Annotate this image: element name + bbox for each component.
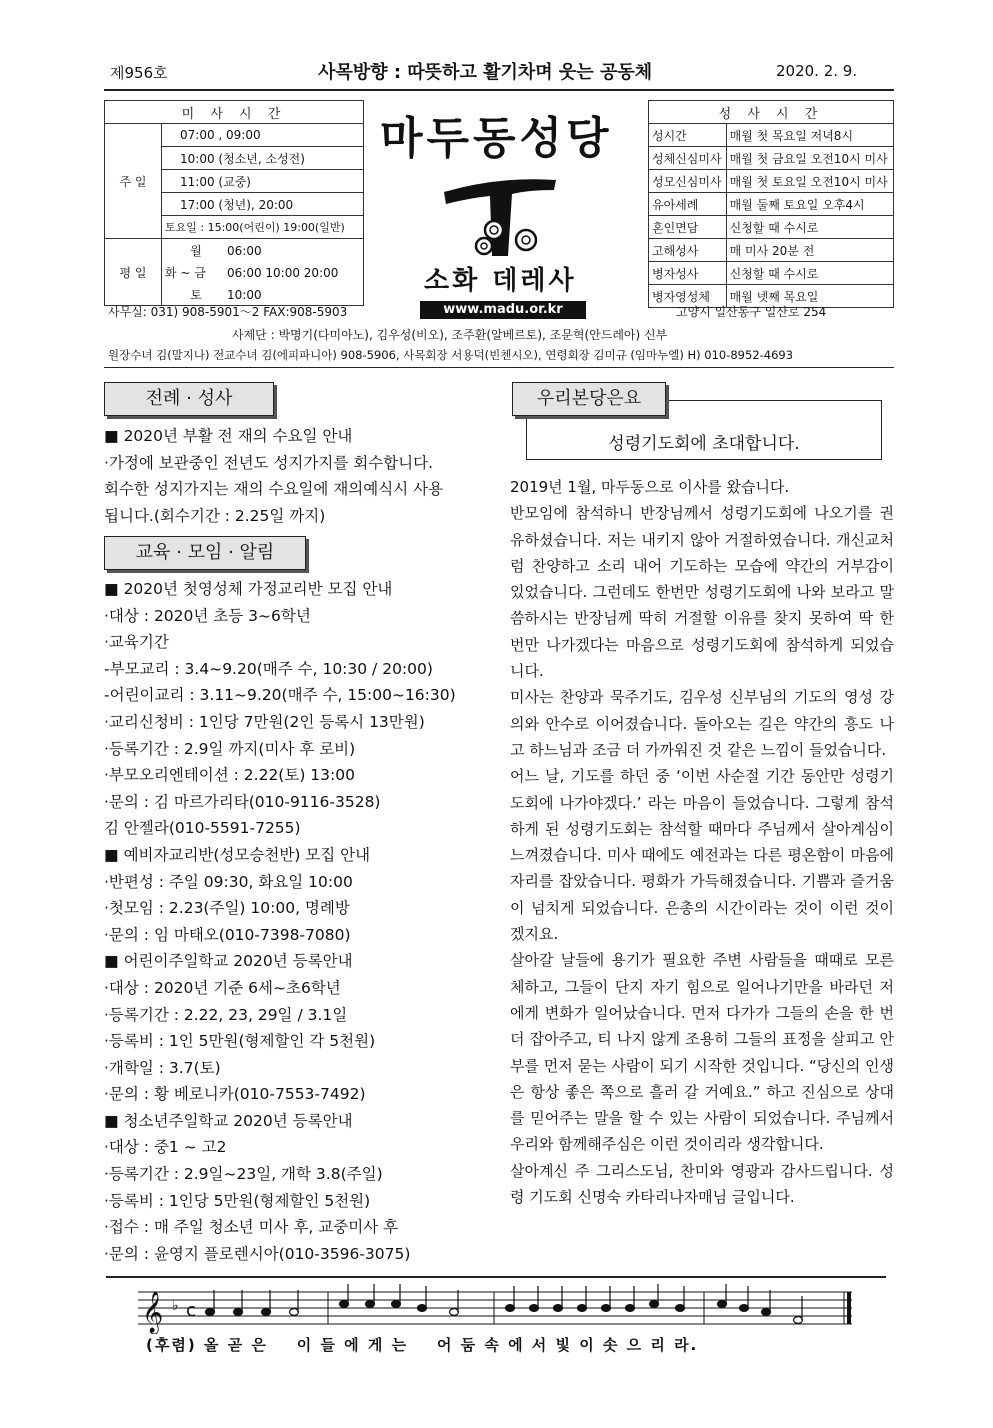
notice-line: ■ 청소년주일학교 2020년 등록안내 bbox=[104, 1111, 353, 1130]
patron-saint: 소화 데레사 bbox=[424, 266, 577, 296]
issue-number: 제956호 bbox=[110, 64, 168, 82]
sacrament-name: 유아세례 bbox=[649, 193, 727, 216]
contact-rule bbox=[104, 367, 894, 368]
article-paragraph: 살아갈 날들에 용기가 필요한 주변 사람들을 때때로 모른 체하고, 그들이 단지 자기 힘으로 일어나기만을 바라던 저에게 변화가 일어났습니다. 먼저 다가가 그들의 손을 한 번 더 잡아주고, 티 나지 않게 조용히 그들의 표정을 살피고 안부를 먼저 묻는 사람이 되기 시작한 것입니다. “당신의 인생은 항상 좋은 쪽으로 흘러 갈 거예요.” 하고 진심으로 상대를 믿어주는 말을 할 수 있는 사람이 되었습니다. 주님께서 우리와 함께해주심은 이런 것이리라 생각합니다. bbox=[510, 951, 894, 1154]
article-headline: 성령기도회에 초대합니다. bbox=[608, 434, 800, 454]
sacrament-name: 성시간 bbox=[649, 124, 727, 147]
article-paragraph: 반모임에 참석하니 반장님께서 성령기도회에 나오기를 권유하셨습니다. 저는 내키지 않아 거절하였습니다. 개신교처럼 찬양하고 소리 내어 기도하는 모습에 약간의 거부감이 있었습니다. 그런데도 한번만 성령기도회에 나와 보라고 말씀하시는 반장님께 딱히 거절할 이유를 찾지 못하여 딱 한번만 나가겠다는 마음으로 성령기도회에 참석하게 되었습니다. bbox=[510, 504, 894, 681]
article-paragraph: 미사는 찬양과 묵주기도, 김우성 신부님의 기도의 영성 강의와 안수로 이어졌습니다. 돌아오는 길은 약간의 흥도 나고 하느님과 조금 더 가까워진 것 같은 느낌이 들었습니다. bbox=[510, 688, 894, 759]
notice-line: ·부모오리엔테이션 : 2.22(토) 13:00 bbox=[104, 766, 355, 785]
weekday-label: 평 일 bbox=[105, 239, 162, 306]
notice-line: ·등록기간 : 2.22, 23, 29일 / 3.1일 bbox=[104, 1005, 348, 1024]
notice-line: ·첫모임 : 2.23(주일) 10:00, 명례방 bbox=[104, 899, 350, 918]
notice-line: ·가정에 보관중인 전년도 성지가지를 회수합니다. bbox=[104, 453, 434, 472]
article-body bbox=[510, 474, 894, 1210]
notice-line: 회수한 성지가지는 재의 수요일에 재의예식시 사용 bbox=[104, 480, 444, 499]
sacrament-time: 매월 둘째 토요일 오후4시 bbox=[726, 193, 893, 216]
sacrament-name: 고해성사 bbox=[649, 239, 727, 262]
refrain-lyrics: (후렴) 올 곧 은 이 들 에 게 는 어 둠 속 에 서 빛 이 솟 으 리 라. bbox=[146, 1336, 699, 1354]
office-phone: 사무실: 031) 908-5901～2 FAX:908-5903 bbox=[108, 305, 348, 319]
notice-line: ■ 2020년 첫영성체 가정교리반 모집 안내 bbox=[104, 580, 393, 598]
staff-line: 원장수녀 김(말지나) 전교수녀 김(에피파니아) 908-5906, 사목회장 서용덕(빈첸시오), 연령회장 김미규 (임마누엘) H) 010-8952-4693 bbox=[108, 348, 794, 362]
notice-line: ·문의 : 윤영지 플로렌시아(010-3596-3075) bbox=[104, 1244, 411, 1263]
svg-text:𝄞: 𝄞 bbox=[142, 1292, 164, 1333]
sunday-time: 10:00 (청소년, 소성전) bbox=[162, 147, 364, 170]
notice-line: ·대상 : 2020년 기준 6세~초6학년 bbox=[104, 978, 341, 997]
church-address: 고양시 일산동구 일산로 254 bbox=[676, 305, 827, 319]
notice-line: ■ 예비자교리반(성모승천반) 모집 안내 bbox=[104, 845, 371, 864]
sacrament-time: 매월 첫 토요일 오전10시 미사 bbox=[726, 170, 893, 193]
sacrament-name: 병자영성체 bbox=[649, 285, 727, 308]
notice-line: ·문의 : 황 베로니카(010-7553-7492) bbox=[104, 1085, 366, 1104]
sunday-label: 주 일 bbox=[105, 124, 162, 239]
sunday-time: 17:00 (청년), 20:00 bbox=[162, 193, 364, 216]
notice-line: ·등록기간 : 2.9일~23일, 개학 3.8(주일) bbox=[104, 1165, 383, 1184]
notice-line: 김 안젤라(010-5591-7255) bbox=[104, 819, 301, 838]
notice-line: ·등록비 : 1인당 5만원(형제할인 5천원) bbox=[104, 1191, 371, 1210]
notice-line: ·대상 : 2020년 초등 3~6학년 bbox=[104, 606, 311, 625]
pastoral-motto: 사목방향 : 따뜻하고 활기차며 웃는 공동체 bbox=[318, 62, 653, 83]
notice-line: ·문의 : 김 마르가리타(010-9116-3528) bbox=[104, 792, 381, 811]
priests-line: 사제단 : 박명기(다미아노), 김우성(비오), 조주환(알베르토), 조문혁(안드레아) 신부 bbox=[232, 328, 668, 342]
section-education-title: 교육 · 모임 · 알림 bbox=[104, 536, 306, 570]
sacrament-name: 혼인면담 bbox=[649, 216, 727, 239]
footer-rule bbox=[106, 1276, 886, 1278]
header-rule bbox=[104, 89, 894, 91]
notice-line: ·접수 : 매 주일 청소년 미사 후, 교중미사 후 bbox=[104, 1218, 399, 1237]
notice-line: -부모교리 : 3.4~9.20(매주 수, 10:30 / 20:00) bbox=[104, 659, 433, 678]
weekday-day: 토 bbox=[190, 287, 202, 302]
sacrament-time: 매월 첫 금요일 오전10시 미사 bbox=[726, 147, 893, 170]
saturday-time: 토요일 : 15:00(어린이) 19:00(일반) bbox=[162, 216, 364, 239]
sacrament-time: 매월 넷째 목요일 bbox=[726, 285, 893, 308]
sunday-time: 07:00 , 09:00 bbox=[162, 124, 364, 147]
weekday-time: 06:00 bbox=[227, 243, 262, 258]
article-paragraph: 살아계신 주 그리스도님, 찬미와 영광과 감사드립니다. 성령 기도회 신명숙 카타리나자매님 글입니다. bbox=[510, 1161, 894, 1207]
mass-times-table bbox=[104, 100, 364, 306]
svg-text:♭: ♭ bbox=[172, 1298, 179, 1314]
sacrament-time: 매 미사 20분 전 bbox=[726, 239, 893, 262]
sacrament-times-title: 성 사 시 간 bbox=[649, 101, 894, 124]
notice-line: ·등록비 : 1인 5만원(형제할인 각 5천원) bbox=[104, 1032, 376, 1051]
liturgy-section bbox=[104, 423, 494, 529]
notice-line: ·교리신청비 : 1인당 7만원(2인 등록시 13만원) bbox=[104, 712, 425, 731]
notice-line: 됩니다.(회수기간 : 2.25일 까지) bbox=[104, 506, 326, 525]
notice-line: ■ 어린이주일학교 2020년 등록안내 bbox=[104, 952, 353, 971]
issue-date: 2020. 2. 9. bbox=[776, 62, 858, 80]
sacrament-name: 병자성사 bbox=[649, 262, 727, 285]
section-parish-title: 우리본당은요 bbox=[512, 382, 666, 416]
weekday-day: 월 bbox=[190, 243, 202, 258]
svg-text:c: c bbox=[186, 1300, 196, 1321]
sunday-time: 11:00 (교중) bbox=[162, 170, 364, 193]
mass-times-title: 미 사 시 간 bbox=[105, 101, 364, 124]
weekday-day: 화 ~ 금 bbox=[165, 265, 206, 280]
section-liturgy-title: 전례 · 성사 bbox=[104, 382, 274, 416]
notice-line: ·문의 : 임 마태오(010-7398-7080) bbox=[104, 925, 351, 944]
notice-line: ·반편성 : 주일 09:30, 화요일 10:00 bbox=[104, 872, 353, 891]
sacrament-time: 신청할 때 수시로 bbox=[726, 216, 893, 239]
notice-line: ·대상 : 중1 ~ 고2 bbox=[104, 1138, 227, 1157]
music-staff bbox=[138, 1282, 858, 1334]
article-paragraph: 어느 날, 기도를 하던 중 ‘이번 사순절 기간 동안만 성령기도회에 나가야겠다.’ 라는 마음이 들었습니다. 그렇게 참석하게 된 성령기도회는 참석할 때마다 주님께서 살아계심이 느껴졌습니다. 미사 때에도 예전과는 다른 평온함이 마음에 자리를 잡았습니다. 평화가 가득해졌습니다. 기쁨과 즐거움이 넘치게 되었습니다. 은총의 시간이라는 것이 이런 것이겠지요. bbox=[510, 767, 894, 944]
sacrament-time: 신청할 때 수시로 bbox=[726, 262, 893, 285]
notice-line: ·개학일 : 3.7(토) bbox=[104, 1058, 221, 1077]
cross-rose-logo bbox=[430, 160, 570, 260]
notice-line: ■ 2020년 부활 전 재의 수요일 안내 bbox=[104, 427, 353, 445]
sacrament-times-table bbox=[648, 100, 894, 308]
sacrament-name: 성모신심미사 bbox=[649, 170, 727, 193]
notice-line: -어린이교리 : 3.11~9.20(매주 수, 15:00~16:30) bbox=[104, 686, 456, 705]
weekday-time: 10:00 bbox=[227, 287, 262, 302]
notice-line: ·교육기간 bbox=[104, 633, 169, 652]
article-paragraph: 2019년 1월, 마두동으로 이사를 왔습니다. bbox=[510, 478, 790, 496]
sacrament-name: 성체신심미사 bbox=[649, 147, 727, 170]
notice-line: ·등록기간 : 2.9일 까지(미사 후 로비) bbox=[104, 739, 356, 758]
weekday-time: 06:00 10:00 20:00 bbox=[227, 265, 339, 280]
sacrament-time: 매월 첫 목요일 저녁8시 bbox=[726, 124, 893, 147]
education-section bbox=[104, 576, 494, 1267]
website-link[interactable]: www.madu.or.kr bbox=[420, 301, 586, 319]
church-name: 마두동성당 bbox=[380, 113, 613, 164]
